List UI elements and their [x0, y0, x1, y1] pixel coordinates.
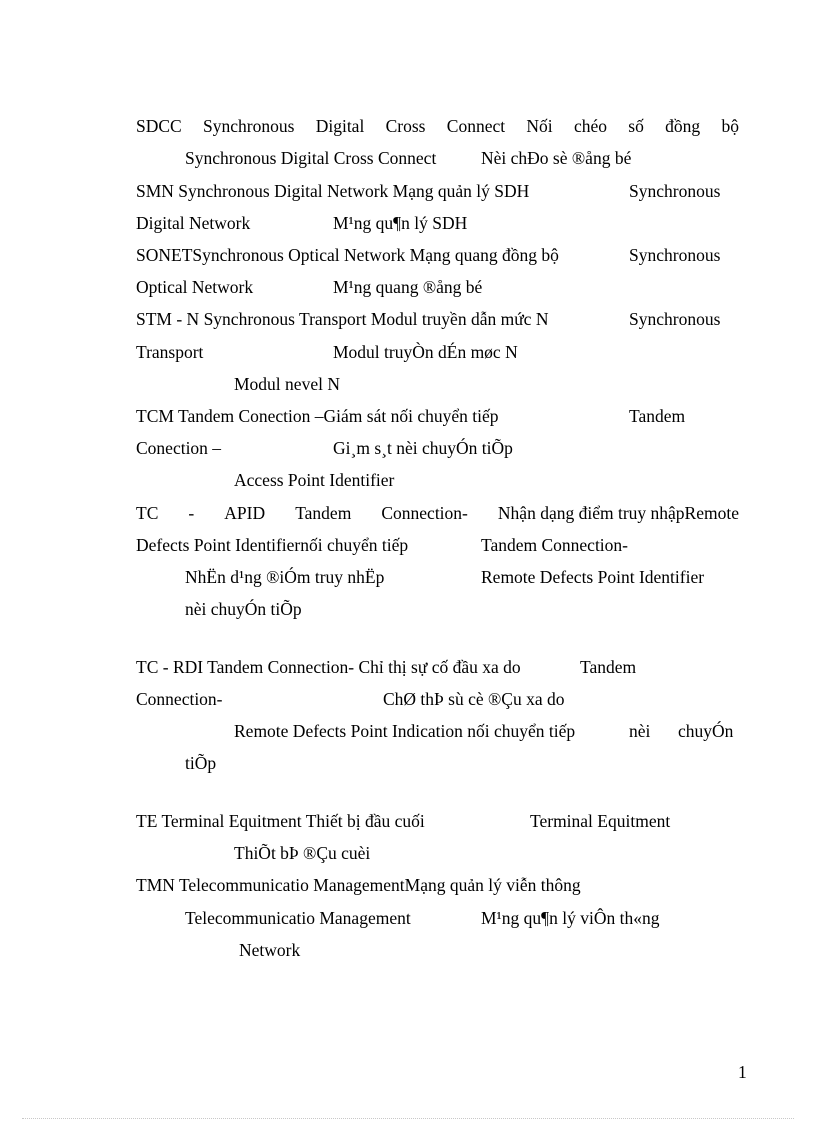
tcrdi-line2-english: Connection- [136, 689, 223, 709]
tcapid-line3-vietnamese: NhËn d¹ng ®iÓm truy nhËp [185, 567, 385, 587]
page-bottom-divider [22, 1118, 794, 1119]
smn-line2-vietnamese: M¹ng qu¶n lý SDH [333, 213, 468, 233]
te-line1-right: Terminal Equitment [530, 811, 671, 831]
stm-line2-vietnamese: Modul truyÒn dÉn møc N [333, 342, 518, 362]
tcapid-line2-right: Tandem Connection- [481, 535, 628, 555]
te-line1: TE Terminal Equitment Thiết bị đầu cuối [136, 811, 425, 831]
sdcc-word: Synchronous [203, 116, 295, 136]
stm-line2-english: Transport [136, 342, 204, 362]
sonet-line2-vietnamese: M¹ng quang ®ång bé [333, 277, 483, 297]
tcapid-line2-english: Defects Point Identifiernối chuyển tiếp [136, 535, 409, 555]
tcrdi-line1-right: Tandem [580, 657, 637, 677]
smn-line1-right: Synchronous [629, 181, 721, 201]
page-number: 1 [738, 1062, 747, 1082]
tcrdi-line4: tiÕp [185, 753, 217, 773]
sdcc-word: Digital [315, 116, 365, 136]
sdcc-word: Nối [526, 116, 553, 136]
tcm-line3: Access Point Identifier [234, 470, 395, 490]
sdcc-word: SDCC [136, 116, 182, 136]
sdcc-word: bộ [721, 116, 739, 136]
sdcc-line2-vietnamese: Nèi chÐo sè ®ång bé [481, 148, 632, 168]
tcapid-line3-right: Remote Defects Point Identifier [481, 567, 705, 587]
tcapid-word: - [188, 503, 195, 523]
sonet-line1: SONETSynchronous Optical Network Mạng quang đồng bộ [136, 245, 559, 265]
sdcc-word: chéo [573, 116, 607, 136]
smn-line2-english: Digital Network [136, 213, 251, 233]
sdcc-word: số [628, 116, 644, 136]
tcapid-word: TC [136, 503, 159, 523]
tmn-line2-vietnamese: M¹ng qu¶n lý viÔn th«ng [481, 908, 660, 928]
sdcc-line2-english: Synchronous Digital Cross Connect [185, 148, 437, 168]
tmn-line1: TMN Telecommunicatio ManagementMạng quản lý viễn thông [136, 875, 581, 895]
entry-tcapid-line1 [136, 503, 739, 523]
stm-line3: Modul nevel N [234, 374, 340, 394]
entry-sdcc-line1 [136, 116, 739, 136]
tcapid-line4: nèi chuyÓn tiÕp [185, 599, 302, 619]
tcapid-word: Connection- [381, 503, 468, 523]
tcapid-word: APID [224, 503, 266, 523]
sdcc-word: đồng [665, 116, 701, 136]
tcapid-word: Tandem [295, 503, 352, 523]
tcrdi-line3-word2: chuyÓn [678, 721, 734, 741]
sonet-line2-english: Optical Network [136, 277, 254, 297]
sdcc-word: Cross [385, 116, 426, 136]
tcm-line1: TCM Tandem Conection –Giám sát nối chuyển tiếp [136, 406, 499, 426]
tmn-line2-english: Telecommunicatio Management [185, 908, 411, 928]
stm-line1: STM - N Synchronous Transport Modul truyền dẫn mức N [136, 309, 549, 329]
tcrdi-line3-word1: nèi [629, 721, 651, 741]
sdcc-word: Connect [446, 116, 506, 136]
te-line2: ThiÕt bÞ ®Çu cuèi [234, 843, 371, 863]
tcrdi-line1: TC - RDI Tandem Connection- Chỉ thị sự cố đầu xa do [136, 657, 521, 677]
tcm-line2-english: Conection – [136, 438, 222, 458]
tmn-line3: Network [239, 940, 301, 960]
tcm-line1-right: Tandem [629, 406, 686, 426]
smn-line1: SMN Synchronous Digital Network Mạng quản lý SDH [136, 181, 530, 201]
tcrdi-line2-vietnamese: ChØ thÞ sù cè ®Çu xa do [383, 689, 565, 709]
sonet-line1-right: Synchronous [629, 245, 721, 265]
stm-line1-right: Synchronous [629, 309, 721, 329]
tcapid-word: Nhận dạng điểm truy nhậpRemote [497, 503, 739, 523]
tcrdi-line3: Remote Defects Point Indication nối chuyển tiếp [234, 721, 576, 741]
tcm-line2-vietnamese: Gi¸m s¸t nèi chuyÓn tiÕp [333, 438, 513, 458]
